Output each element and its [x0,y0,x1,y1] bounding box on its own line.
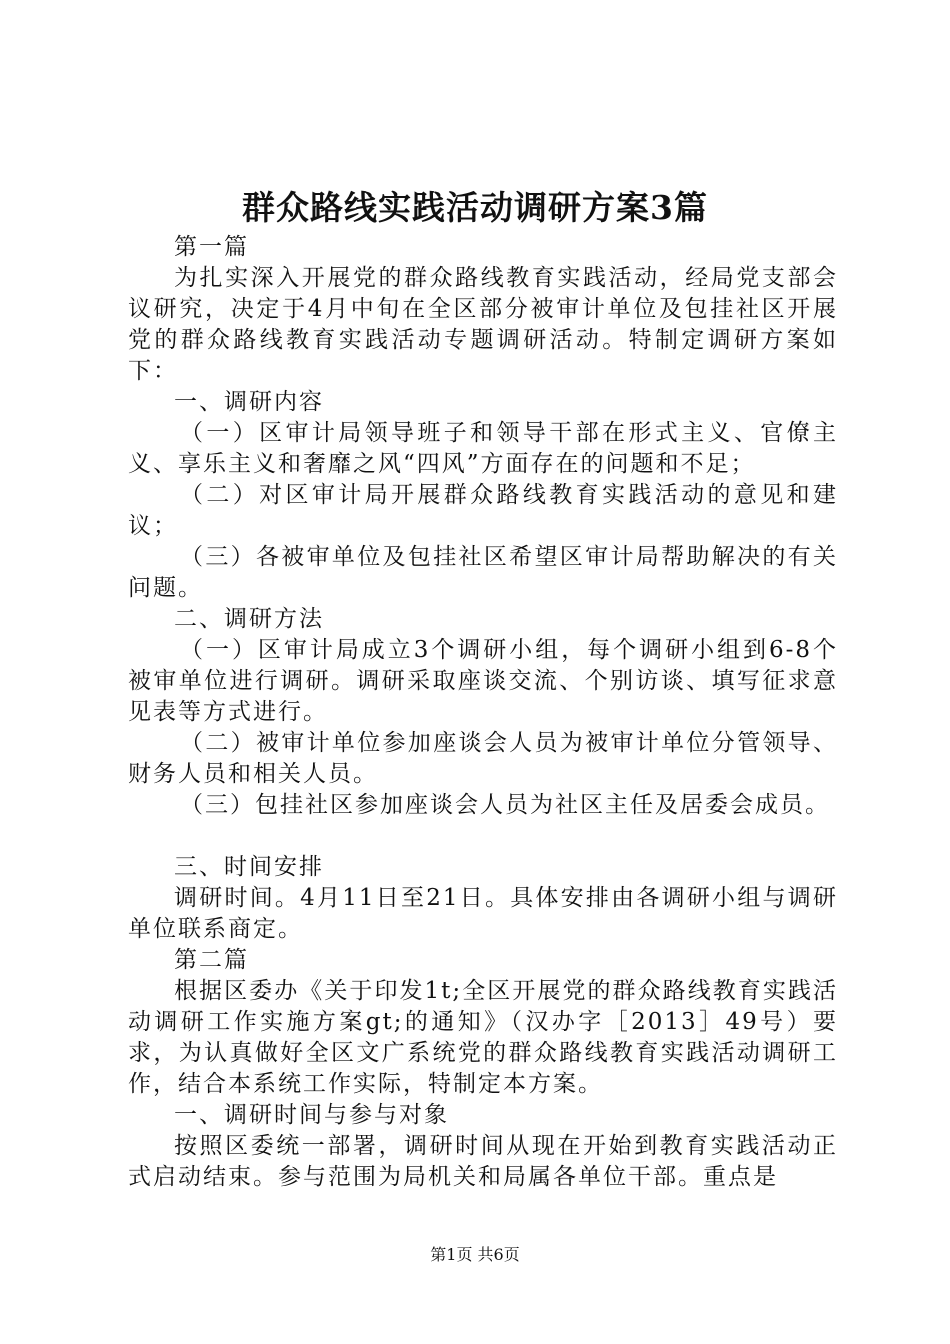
section-heading-research-method: 二、调研方法 [174,606,324,632]
blank-line [128,821,838,852]
paragraph-time-participants: 按照区委统一部署，调研时间从现在开始到教育实践活动正式启动结束。参与范围为局机关和局属各单位干部。重点是 [128,1133,838,1190]
section-heading-schedule: 三、时间安排 [174,854,324,880]
paragraph-intro: 为扎实深入开展党的群众路线教育实践活动，经局党支部会议研究，决定于4月中旬在全区部分被审计单位及包挂社区开展党的群众路线教育实践活动专题调研活动。特制定调研方案如下： [128,265,838,384]
document-body [128,232,838,1193]
section-heading-part-one: 第一篇 [174,234,249,260]
list-item-method-1: （一）区审计局成立3个调研小组，每个调研小组到6-8个被审单位进行调研。调研采取座谈交流、个别访谈、填写征求意见表等方式进行。 [128,637,838,725]
list-item-content-2: （二）对区审计局开展群众路线教育实践活动的意见和建议； [128,482,838,539]
page-footer: 第1页 共6页 [430,1245,520,1264]
paragraph-schedule: 调研时间。4月11日至21日。具体安排由各调研小组与调研单位联系商定。 [128,885,838,942]
list-item-content-1: （一）区审计局领导班子和领导干部在形式主义、官僚主义、享乐主义和奢靡之风“四风”方面存在的问题和不足； [128,420,838,477]
section-heading-part-two: 第二篇 [174,947,249,973]
section-heading-time-participants: 一、调研时间与参与对象 [174,1102,449,1128]
document-title: 群众路线实践活动调研方案3篇 [242,188,708,227]
list-item-method-3: （三）包挂社区参加座谈会人员为社区主任及居委会成员。 [180,792,830,818]
section-heading-research-content: 一、调研内容 [174,389,324,415]
list-item-content-3: （三）各被审单位及包挂社区希望区审计局帮助解决的有关问题。 [128,544,838,601]
paragraph-part-two-intro: 根据区委办《关于印发1t;全区开展党的群众路线教育实践活动调研工作实施方案gt;的通知》（汉办字［2013］49号）要求，为认真做好全区文广系统党的群众路线教育实践活动调研工作，结合本系统工作实际，特制定本方案。 [128,978,838,1097]
list-item-method-2: （二）被审计单位参加座谈会人员为被审计单位分管领导、财务人员和相关人员。 [128,730,838,787]
